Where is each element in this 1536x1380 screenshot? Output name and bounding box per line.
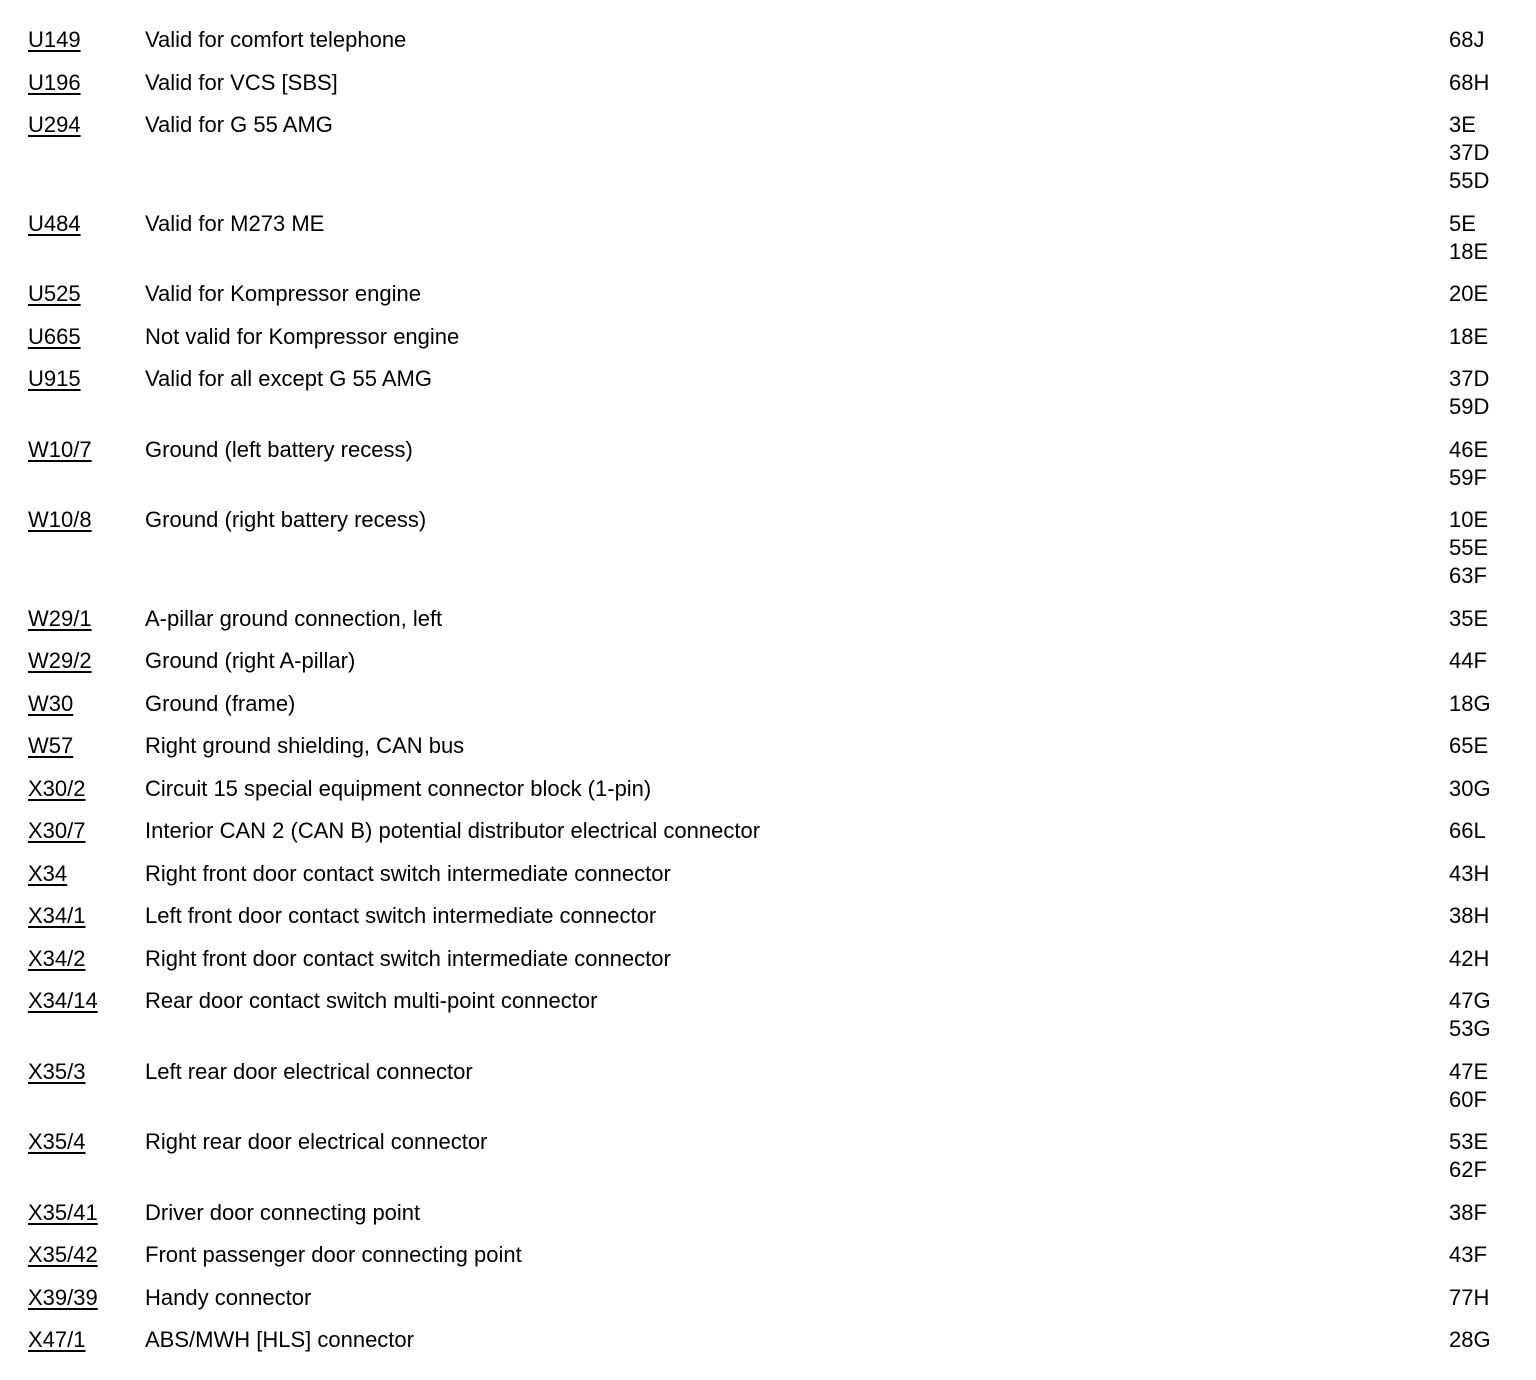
- grid-reference: 53G: [1449, 1016, 1491, 1041]
- legend-row: [0, 1199, 1536, 1227]
- component-code-link[interactable]: X35/42: [28, 1242, 98, 1267]
- grid-reference-list: [1449, 1199, 1487, 1227]
- legend-row: [0, 1284, 1536, 1312]
- component-code-link[interactable]: X30/2: [28, 775, 86, 801]
- grid-reference: 55E: [1449, 535, 1489, 560]
- grid-reference-list: [1449, 732, 1488, 760]
- component-description: Not valid for Kompressor engine: [145, 323, 460, 349]
- component-description: Interior CAN 2 (CAN B) potential distributor electrical connector: [145, 818, 761, 843]
- grid-reference: 37D: [1449, 140, 1490, 165]
- grid-reference: 55D: [1449, 168, 1490, 193]
- grid-reference-list: [1449, 323, 1488, 351]
- legend-row: [0, 860, 1536, 888]
- legend-row: [0, 323, 1536, 351]
- legend-row: [0, 647, 1536, 675]
- grid-reference-list: [1449, 1326, 1491, 1354]
- component-description: Left front door contact switch intermediate connector: [145, 903, 657, 928]
- component-description: Front passenger door connecting point: [145, 1242, 522, 1267]
- grid-reference: 68J: [1449, 27, 1485, 52]
- component-code-link[interactable]: W30: [28, 690, 74, 716]
- component-description: Handy connector: [145, 1284, 312, 1310]
- legend-row: [0, 365, 1536, 421]
- grid-reference: 53E: [1449, 1129, 1489, 1154]
- grid-reference: 10E: [1449, 507, 1489, 532]
- grid-reference-list: [1449, 210, 1488, 266]
- component-description: Ground (frame): [145, 690, 296, 716]
- component-description: Rear door contact switch multi-point connector: [145, 988, 598, 1013]
- component-description: ABS/MWH [HLS] connector: [145, 1327, 414, 1352]
- grid-reference-list: [1449, 69, 1489, 97]
- grid-reference-list: [1449, 1058, 1488, 1114]
- grid-reference-list: [1449, 1128, 1488, 1184]
- grid-reference: 18G: [1449, 690, 1491, 716]
- grid-reference-list: [1449, 111, 1489, 195]
- grid-reference: 60F: [1449, 1086, 1487, 1112]
- legend-row: [0, 732, 1536, 760]
- legend-row: [0, 690, 1536, 718]
- legend-row: [0, 436, 1536, 492]
- grid-reference-list: [1449, 987, 1491, 1043]
- component-description: Left rear door electrical connector: [145, 1058, 473, 1084]
- grid-reference: 46E: [1449, 436, 1489, 462]
- grid-reference-list: [1449, 436, 1488, 492]
- component-code-link[interactable]: W10/8: [28, 507, 92, 532]
- grid-reference: 62F: [1449, 1157, 1487, 1182]
- legend-row: [0, 987, 1536, 1043]
- grid-reference: 38F: [1449, 1199, 1487, 1225]
- component-code-link[interactable]: X39/39: [28, 1284, 98, 1310]
- grid-reference: 65E: [1449, 733, 1489, 758]
- grid-reference-list: [1449, 1241, 1487, 1269]
- grid-reference: 3E: [1449, 112, 1476, 137]
- grid-reference: 59F: [1449, 464, 1487, 490]
- legend-row: [0, 945, 1536, 973]
- grid-reference-list: [1449, 1284, 1489, 1312]
- component-code-link[interactable]: X34: [28, 860, 68, 886]
- component-description: Valid for G 55 AMG: [145, 112, 333, 137]
- grid-reference: 59D: [1449, 394, 1490, 419]
- grid-reference: 38H: [1449, 903, 1490, 928]
- component-description: Right rear door electrical connector: [145, 1129, 488, 1154]
- grid-reference-list: [1449, 860, 1489, 888]
- component-code-link[interactable]: X35/4: [28, 1129, 86, 1154]
- component-description: Valid for comfort telephone: [145, 27, 407, 52]
- legend-row: [0, 111, 1536, 195]
- component-description: Right front door contact switch intermediate connector: [145, 860, 671, 886]
- grid-reference: 18E: [1449, 323, 1489, 349]
- grid-reference-list: [1449, 605, 1488, 633]
- component-description: Ground (left battery recess): [145, 436, 413, 462]
- component-description: Ground (right battery recess): [145, 507, 427, 532]
- component-code-link[interactable]: U915: [28, 366, 81, 391]
- grid-reference-list: [1449, 817, 1486, 845]
- grid-reference-list: [1449, 365, 1489, 421]
- grid-reference-list: [1449, 26, 1484, 54]
- component-code-link[interactable]: W57: [28, 733, 74, 758]
- grid-reference-list: [1449, 506, 1488, 590]
- grid-reference: 68H: [1449, 69, 1490, 95]
- component-code-link[interactable]: X34/14: [28, 988, 98, 1013]
- component-description: Driver door connecting point: [145, 1199, 421, 1225]
- legend-row: [0, 210, 1536, 266]
- component-code-link[interactable]: U196: [28, 69, 81, 95]
- component-description: Right ground shielding, CAN bus: [145, 733, 465, 758]
- component-description: Right front door contact switch intermediate connector: [145, 945, 671, 971]
- grid-reference: 47G: [1449, 988, 1491, 1013]
- component-code-link[interactable]: X35/3: [28, 1058, 86, 1084]
- component-code-link[interactable]: W29/1: [28, 605, 92, 631]
- grid-reference-list: [1449, 945, 1489, 973]
- legend-row: [0, 1128, 1536, 1184]
- component-code-link[interactable]: X47/1: [28, 1327, 86, 1352]
- grid-reference: 20E: [1449, 281, 1489, 306]
- grid-reference-list: [1449, 647, 1487, 675]
- component-code-link[interactable]: U294: [28, 112, 81, 137]
- grid-reference: 44F: [1449, 648, 1487, 673]
- legend-row: [0, 280, 1536, 308]
- grid-reference: 42H: [1449, 945, 1490, 971]
- grid-reference: 5E: [1449, 210, 1476, 236]
- component-code-link[interactable]: U149: [28, 27, 81, 52]
- grid-reference: 66L: [1449, 818, 1486, 843]
- component-description: Ground (right A-pillar): [145, 648, 356, 673]
- grid-reference: 43F: [1449, 1242, 1487, 1267]
- component-description: Valid for all except G 55 AMG: [145, 366, 432, 391]
- grid-reference: 77H: [1449, 1284, 1490, 1310]
- component-code-link[interactable]: X34/1: [28, 903, 86, 928]
- component-code-link[interactable]: W29/2: [28, 648, 92, 673]
- grid-reference-list: [1449, 775, 1491, 803]
- component-description: Valid for VCS [SBS]: [145, 69, 338, 95]
- grid-reference: 28G: [1449, 1327, 1491, 1352]
- grid-reference: 63F: [1449, 563, 1487, 588]
- legend-row: [0, 26, 1536, 54]
- grid-reference: 37D: [1449, 366, 1490, 391]
- component-code-link[interactable]: X34/2: [28, 945, 86, 971]
- legend-row: [0, 1058, 1536, 1114]
- grid-reference: 47E: [1449, 1058, 1489, 1084]
- component-code-link[interactable]: U484: [28, 210, 81, 236]
- grid-reference-list: [1449, 690, 1491, 718]
- legend-row: [0, 817, 1536, 845]
- component-code-link[interactable]: X30/7: [28, 818, 86, 843]
- grid-reference-list: [1449, 902, 1489, 930]
- grid-reference: 18E: [1449, 238, 1489, 264]
- legend-row: [0, 775, 1536, 803]
- grid-reference-list: [1449, 280, 1488, 308]
- component-description: Valid for Kompressor engine: [145, 281, 421, 306]
- legend-row: [0, 1326, 1536, 1354]
- legend-row: [0, 902, 1536, 930]
- component-code-link[interactable]: U665: [28, 323, 81, 349]
- grid-reference: 35E: [1449, 605, 1489, 631]
- component-code-link[interactable]: U525: [28, 281, 81, 306]
- component-code-link[interactable]: X35/41: [28, 1199, 98, 1225]
- grid-reference: 30G: [1449, 775, 1491, 801]
- legend-row: [0, 69, 1536, 97]
- component-code-link[interactable]: W10/7: [28, 436, 92, 462]
- legend-row: [0, 1241, 1536, 1269]
- component-description: Circuit 15 special equipment connector block (1-pin): [145, 775, 652, 801]
- legend-row: [0, 605, 1536, 633]
- grid-reference: 43H: [1449, 860, 1490, 886]
- legend-row: [0, 506, 1536, 590]
- component-description: Valid for M273 ME: [145, 210, 325, 236]
- component-description: A-pillar ground connection, left: [145, 605, 443, 631]
